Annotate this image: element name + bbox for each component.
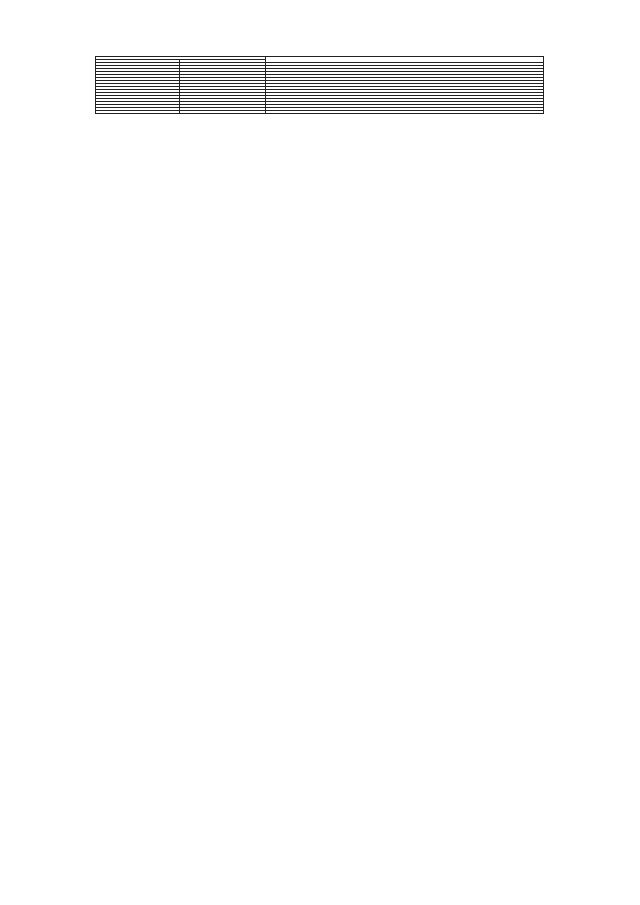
table-row bbox=[96, 111, 544, 114]
income-name-cell bbox=[266, 111, 544, 114]
table-body bbox=[96, 63, 544, 114]
admin-code-cell bbox=[96, 111, 180, 114]
income-code-cell bbox=[180, 111, 266, 114]
budget-code-table bbox=[95, 56, 544, 114]
